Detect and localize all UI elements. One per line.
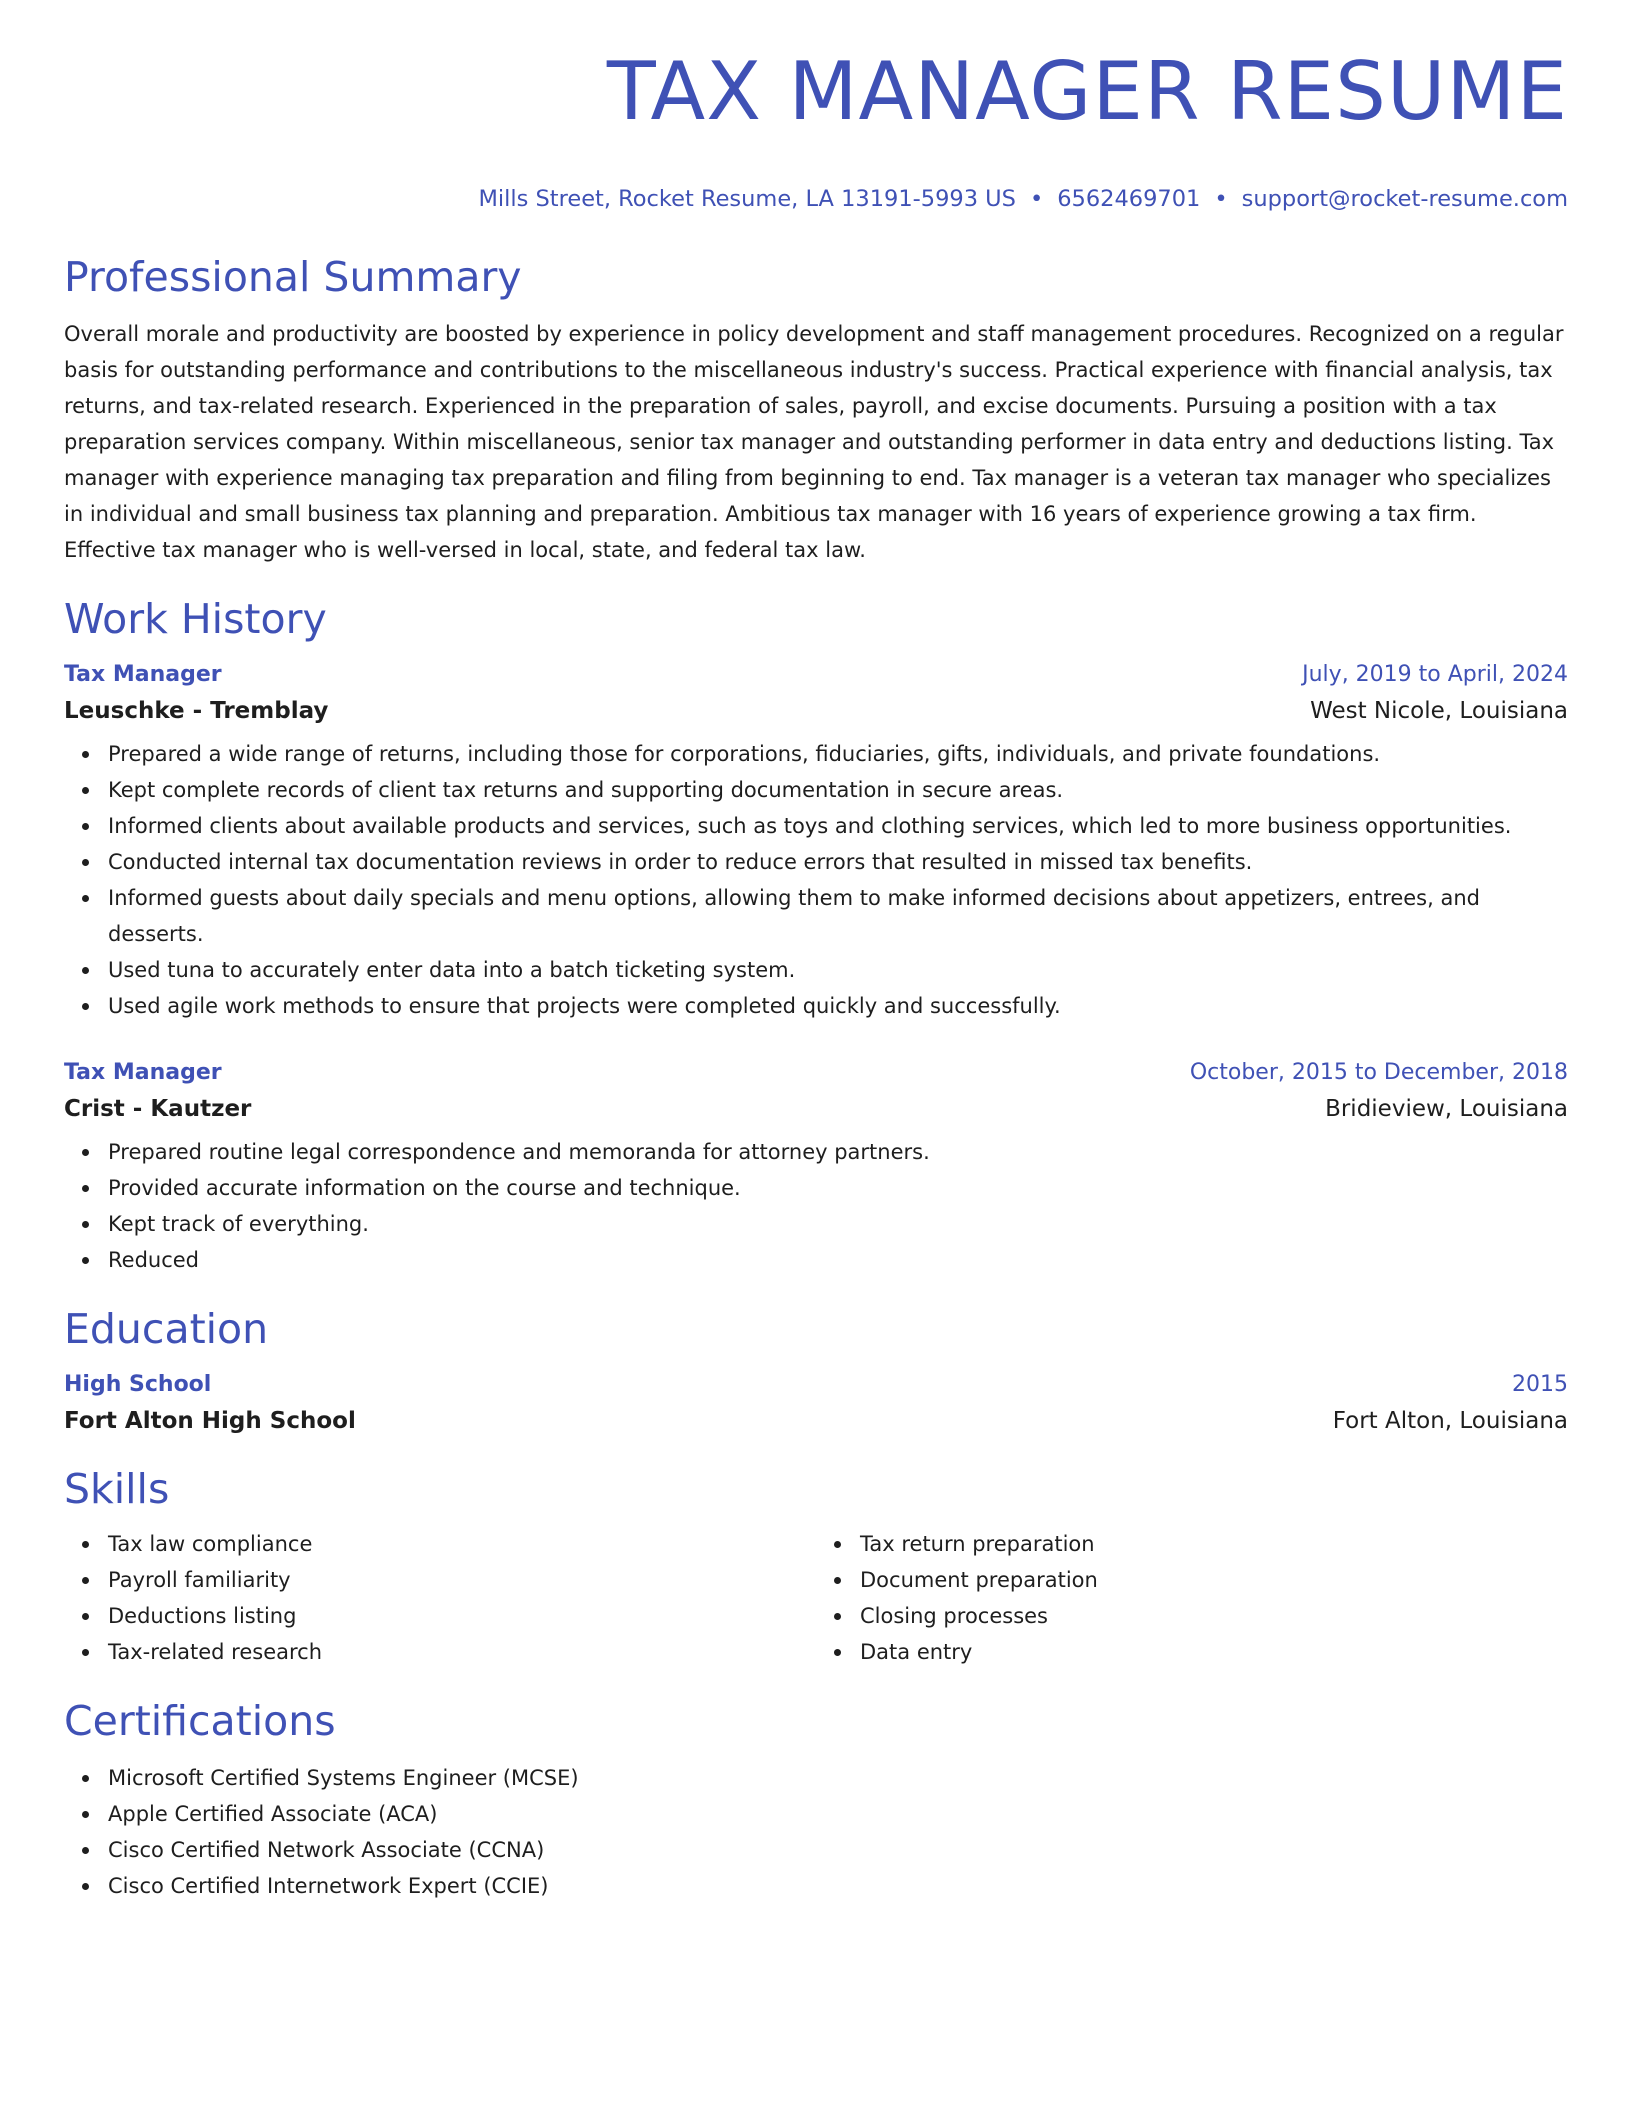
- contact-phone: 6562469701: [1057, 186, 1201, 212]
- education-location: Fort Alton, Louisiana: [1332, 1408, 1568, 1434]
- skill-item: Payroll familiarity: [108, 1562, 816, 1598]
- resume-title: TAX MANAGER RESUME: [606, 45, 1568, 138]
- job-entry: [64, 1056, 1568, 1278]
- job-role: Tax Manager: [64, 662, 222, 687]
- job-company: Crist - Kautzer: [64, 1096, 252, 1122]
- job-bullet: Conducted internal tax documentation reviews in order to reduce errors that resulted in missed tax benefits.: [108, 844, 1568, 880]
- education-year: 2015: [1512, 1372, 1568, 1397]
- skill-item: Tax law compliance: [108, 1526, 816, 1562]
- job-bullet: Kept track of everything.: [108, 1206, 1568, 1242]
- job-dates: July, 2019 to April, 2024: [1302, 662, 1568, 687]
- job-bullet: Used agile work methods to ensure that projects were completed quickly and successfully.: [108, 988, 1568, 1024]
- job-header: [64, 1056, 1568, 1090]
- skills-column-left: [64, 1526, 816, 1670]
- job-bullet: Reduced: [108, 1242, 1568, 1278]
- skill-item: Document preparation: [860, 1562, 1568, 1598]
- skill-item: Tax return preparation: [860, 1526, 1568, 1562]
- contact-line: [64, 184, 1568, 214]
- job-location: Bridieview, Louisiana: [1325, 1096, 1568, 1122]
- certifications-list: [64, 1760, 1568, 1904]
- skills-grid: [64, 1526, 1568, 1670]
- contact-separator: •: [1029, 186, 1044, 212]
- education-degree: High School: [64, 1372, 212, 1397]
- job-bullet: Informed clients about available products and services, such as toys and clothing services, which led to more business opportunities.: [108, 808, 1568, 844]
- job-bullet: Prepared routine legal correspondence and memoranda for attorney partners.: [108, 1134, 1568, 1170]
- skill-item: Data entry: [860, 1634, 1568, 1670]
- job-bullet: Prepared a wide range of returns, including those for corporations, fiduciaries, gifts, individuals, and private foundations.: [108, 736, 1568, 772]
- job-role: Tax Manager: [64, 1060, 222, 1085]
- skill-item: Tax-related research: [108, 1634, 816, 1670]
- section-title-skills: Skills: [64, 1465, 170, 1513]
- job-bullet: Used tuna to accurately enter data into a batch ticketing system.: [108, 952, 1568, 988]
- job-bullets: [64, 736, 1568, 1024]
- skills-column-right: [816, 1526, 1568, 1670]
- summary-text: Overall morale and productivity are boosted by experience in policy development and staff management procedures. Recognized on a regular basis for outstanding performance and contributions to the miscellaneous industry's success. Practical experience with financial analysis, tax returns, and tax-related research. Experienced in the preparation of sales, payroll, and excise documents. Pursuing a position with a tax preparation services company. Within miscellaneous, senior tax manager and outstanding performer in data entry and deductions listing. Tax manager with experience managing tax preparation and filing from beginning to end. Tax manager is a veteran tax manager who specializes in individual and small business tax planning and preparation. Ambitious tax manager with 16 years of experience growing a tax firm. Effective tax manager who is well-versed in local, state, and federal tax law.: [64, 322, 1564, 562]
- job-subheader: [64, 692, 1568, 730]
- certification-item: Cisco Certified Network Associate (CCNA): [108, 1832, 1568, 1868]
- certification-item: Microsoft Certified Systems Engineer (MCSE): [108, 1760, 1568, 1796]
- contact-address: Mills Street, Rocket Resume, LA 13191-5993 US: [478, 186, 1016, 212]
- job-company: Leuschke - Tremblay: [64, 698, 329, 724]
- job-bullet: Informed guests about daily specials and menu options, allowing them to make informed decisions about appetizers, entrees, and desserts.: [108, 880, 1568, 952]
- job-location: West Nicole, Louisiana: [1310, 698, 1568, 724]
- certification-item: Apple Certified Associate (ACA): [108, 1796, 1568, 1832]
- section-title-professional-summary: Professional Summary: [64, 253, 522, 301]
- education-header: [64, 1368, 1568, 1402]
- job-bullets: [64, 1134, 1568, 1278]
- job-header: [64, 658, 1568, 692]
- skill-item: Closing processes: [860, 1598, 1568, 1634]
- job-entry: [64, 658, 1568, 1024]
- job-dates: October, 2015 to December, 2018: [1189, 1060, 1568, 1085]
- section-title-education: Education: [64, 1305, 269, 1353]
- section-title-work-history: Work History: [64, 595, 327, 643]
- section-title-certifications: Certifications: [64, 1697, 336, 1745]
- education-school: Fort Alton High School: [64, 1408, 356, 1434]
- education-entry: [64, 1368, 1568, 1440]
- contact-email: support@rocket-resume.com: [1241, 186, 1568, 212]
- job-bullet: Provided accurate information on the course and technique.: [108, 1170, 1568, 1206]
- skill-item: Deductions listing: [108, 1598, 816, 1634]
- job-bullet: Kept complete records of client tax returns and supporting documentation in secure areas.: [108, 772, 1568, 808]
- education-subheader: [64, 1402, 1568, 1440]
- certification-item: Cisco Certified Internetwork Expert (CCIE): [108, 1868, 1568, 1904]
- job-subheader: [64, 1090, 1568, 1128]
- contact-separator: •: [1214, 186, 1228, 212]
